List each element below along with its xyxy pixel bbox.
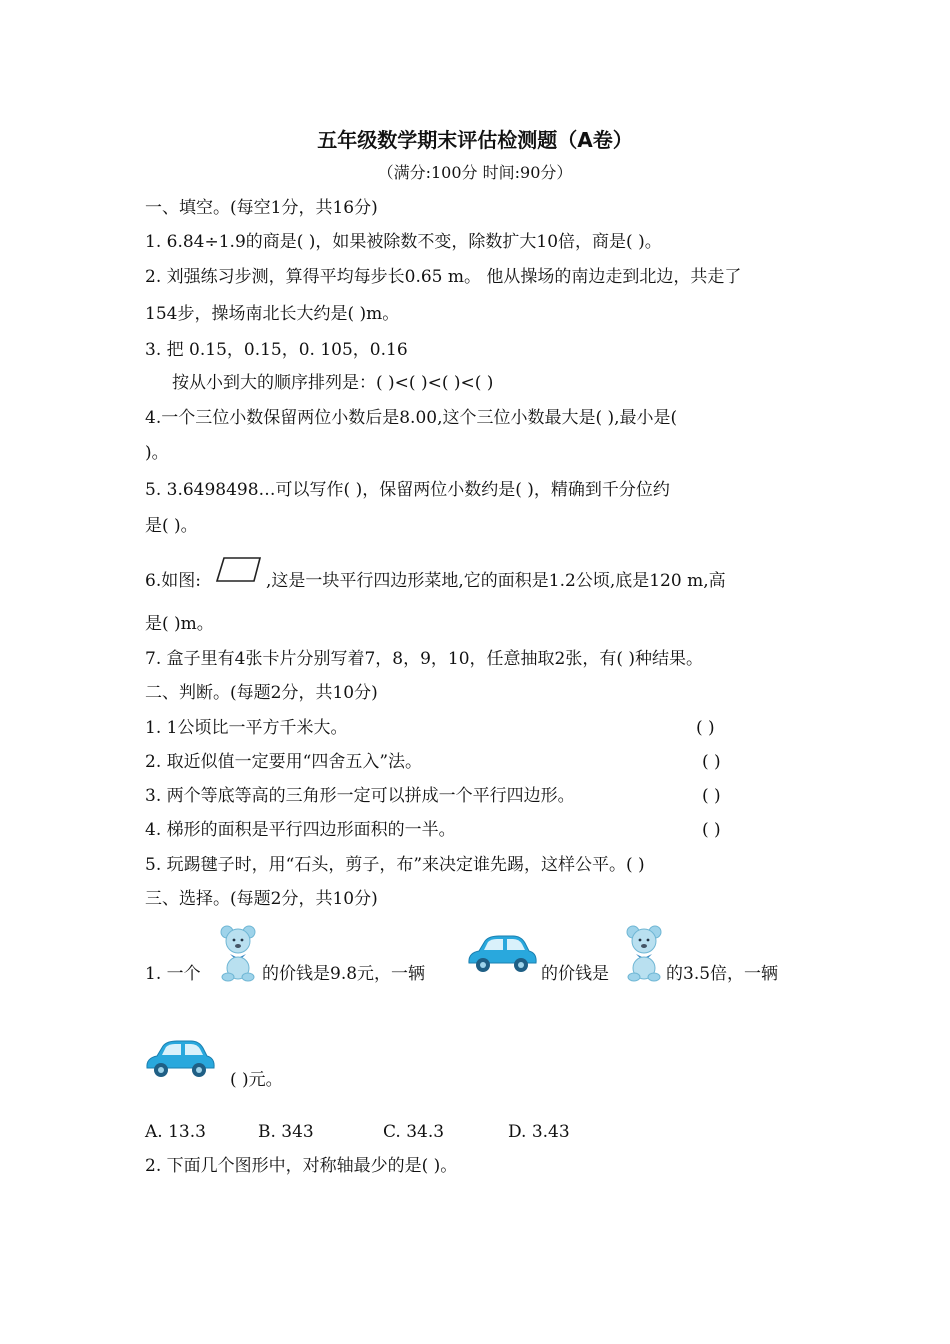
option-d: D. 3.43: [508, 1122, 570, 1142]
page-subtitle: （满分:100分 时间:90分）: [377, 163, 573, 182]
s2-item-3-mark: ( ): [702, 786, 721, 806]
section1-heading: 一、填空。(每空1分，共16分): [145, 198, 378, 218]
s2-item-3: 3. 两个等底等高的三角形一定可以拼成一个平行四边形。: [145, 786, 575, 806]
s1-q4-line2: )。: [145, 443, 169, 463]
s1-q3-line2: 按从小到大的顺序排列是：( )<( )<( )<( ): [172, 373, 494, 393]
s1-q7: 7. 盒子里有4张卡片分别写着7，8，9，10，任意抽取2张，有( )种结果。: [145, 649, 704, 669]
s1-q3-line1: 3. 把 0.15，0.15，0. 105，0.16: [145, 340, 408, 360]
s1-q2-line1: 2. 刘强练习步测，算得平均每步长0.65 m。 他从操场的南边走到北边，共走了: [145, 267, 742, 287]
s2-item-5: 5. 玩踢毽子时，用“石头，剪子，布”来决定谁先踢，这样公平。( ): [145, 855, 645, 875]
teddy-bear-icon: [218, 923, 258, 983]
option-b: B. 343: [258, 1122, 314, 1142]
s2-item-4: 4. 梯形的面积是平行四边形面积的一半。: [145, 820, 456, 840]
s1-q4-line1: 4.一个三位小数保留两位小数后是8.00,这个三位小数最大是( ),最小是(: [145, 408, 678, 428]
s2-item-2: 2. 取近似值一定要用“四舍五入”法。: [145, 752, 423, 772]
parallelogram-figure: [214, 556, 264, 584]
s1-q5-line2: 是( )。: [145, 516, 198, 536]
toy-car-icon: [465, 933, 539, 977]
toy-car-icon: [143, 1038, 217, 1082]
section3-heading: 三、选择。(每题2分，共10分): [145, 889, 378, 909]
s3-q1-line2: ( )元。: [230, 1070, 283, 1090]
s3-q1-part2: 的价钱是9.8元，一辆: [262, 964, 426, 984]
s2-item-4-mark: ( ): [702, 820, 721, 840]
teddy-bear-icon: [624, 923, 664, 983]
option-a: A. 13.3: [145, 1122, 206, 1142]
s2-item-1-mark: ( ): [696, 718, 715, 738]
s1-q6-label: 6.如图:: [145, 571, 201, 591]
section2-heading: 二、判断。(每题2分，共10分): [145, 683, 378, 703]
s3-q1-part1: 1. 一个: [145, 964, 201, 984]
page-title: 五年级数学期末评估检测题（A卷）: [317, 128, 633, 152]
option-c: C. 34.3: [383, 1122, 445, 1142]
s2-item-1: 1. 1公顷比一平方千米大。: [145, 718, 348, 738]
s1-q2-line2: 154步，操场南北长大约是( )m。: [145, 304, 400, 324]
s3-q1-part3: 的价钱是: [541, 964, 609, 984]
s1-q5-line1: 5. 3.6498498…可以写作( )，保留两位小数约是( )，精确到千分位约: [145, 480, 670, 500]
s1-q1: 1. 6.84÷1.9的商是( )，如果被除数不变，除数扩大10倍，商是( )。: [145, 232, 662, 252]
s2-item-2-mark: ( ): [702, 752, 721, 772]
s1-q6-text: ,这是一块平行四边形菜地,它的面积是1.2公顷,底是120 m,高: [266, 571, 726, 591]
s1-q6-line2: 是( )m。: [145, 614, 214, 634]
s3-q1-part4: 的3.5倍，一辆: [666, 964, 779, 984]
s3-q2: 2. 下面几个图形中，对称轴最少的是( )。: [145, 1156, 458, 1176]
